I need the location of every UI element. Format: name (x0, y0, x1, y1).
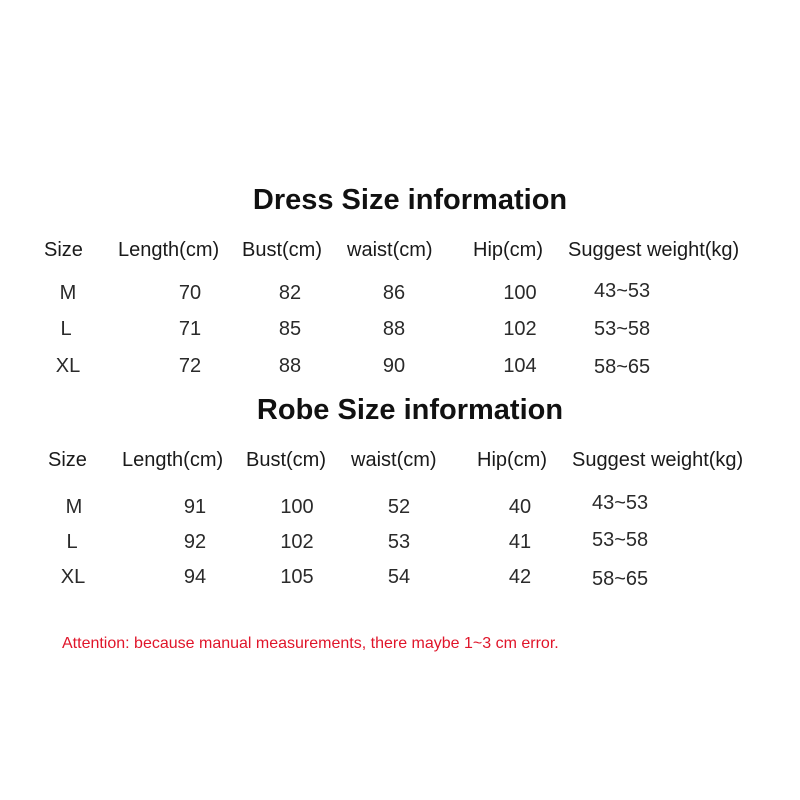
dress-cell-length: 70 (178, 282, 202, 304)
dress-cell-bust: 82 (278, 282, 302, 304)
dress-cell-waist: 86 (382, 282, 406, 304)
dress-header-waist: waist(cm) (347, 239, 433, 261)
robe-cell-size: M (65, 496, 83, 518)
robe-cell-waist: 53 (387, 531, 411, 553)
dress-cell-bust: 85 (278, 318, 302, 340)
robe-header-hip: Hip(cm) (477, 449, 547, 471)
dress-cell-weight: 53~58 (594, 318, 651, 340)
robe-cell-hip: 40 (508, 496, 532, 518)
robe-cell-weight: 53~58 (592, 529, 649, 551)
robe-header-size: Size (48, 449, 87, 471)
robe-cell-weight: 43~53 (592, 492, 649, 514)
robe-cell-length: 92 (183, 531, 207, 553)
dress-title: Dress Size information (252, 184, 568, 216)
dress-cell-size: M (59, 282, 77, 304)
robe-cell-hip: 41 (508, 531, 532, 553)
dress-cell-weight: 58~65 (594, 356, 651, 378)
dress-header-length: Length(cm) (118, 239, 220, 261)
dress-cell-hip: 102 (503, 318, 537, 340)
attention-note: Attention: because manual measurements, there maybe 1~3 cm error. (62, 635, 559, 652)
robe-cell-bust: 105 (280, 566, 314, 588)
robe-cell-waist: 52 (387, 496, 411, 518)
dress-cell-hip: 100 (503, 282, 537, 304)
robe-cell-waist: 54 (387, 566, 411, 588)
dress-cell-length: 72 (178, 355, 202, 377)
robe-cell-bust: 100 (280, 496, 314, 518)
dress-cell-weight: 43~53 (594, 280, 651, 302)
robe-cell-bust: 102 (280, 531, 314, 553)
robe-cell-size: XL (60, 566, 86, 588)
robe-cell-length: 91 (183, 496, 207, 518)
dress-header-weight: Suggest weight(kg) (568, 239, 740, 261)
dress-cell-bust: 88 (278, 355, 302, 377)
robe-header-waist: waist(cm) (351, 449, 437, 471)
dress-cell-hip: 104 (503, 355, 537, 377)
dress-header-bust: Bust(cm) (242, 239, 322, 261)
robe-cell-length: 94 (183, 566, 207, 588)
dress-header-hip: Hip(cm) (473, 239, 543, 261)
robe-title: Robe Size information (256, 394, 564, 426)
robe-header-length: Length(cm) (122, 449, 224, 471)
robe-header-weight: Suggest weight(kg) (572, 449, 744, 471)
dress-cell-waist: 90 (382, 355, 406, 377)
dress-header-size: Size (44, 239, 83, 261)
robe-cell-hip: 42 (508, 566, 532, 588)
dress-cell-size: XL (55, 355, 81, 377)
dress-cell-waist: 88 (382, 318, 406, 340)
dress-cell-size: L (60, 318, 72, 340)
dress-cell-length: 71 (178, 318, 202, 340)
robe-cell-size: L (66, 531, 78, 553)
robe-cell-weight: 58~65 (592, 568, 649, 590)
robe-header-bust: Bust(cm) (246, 449, 326, 471)
